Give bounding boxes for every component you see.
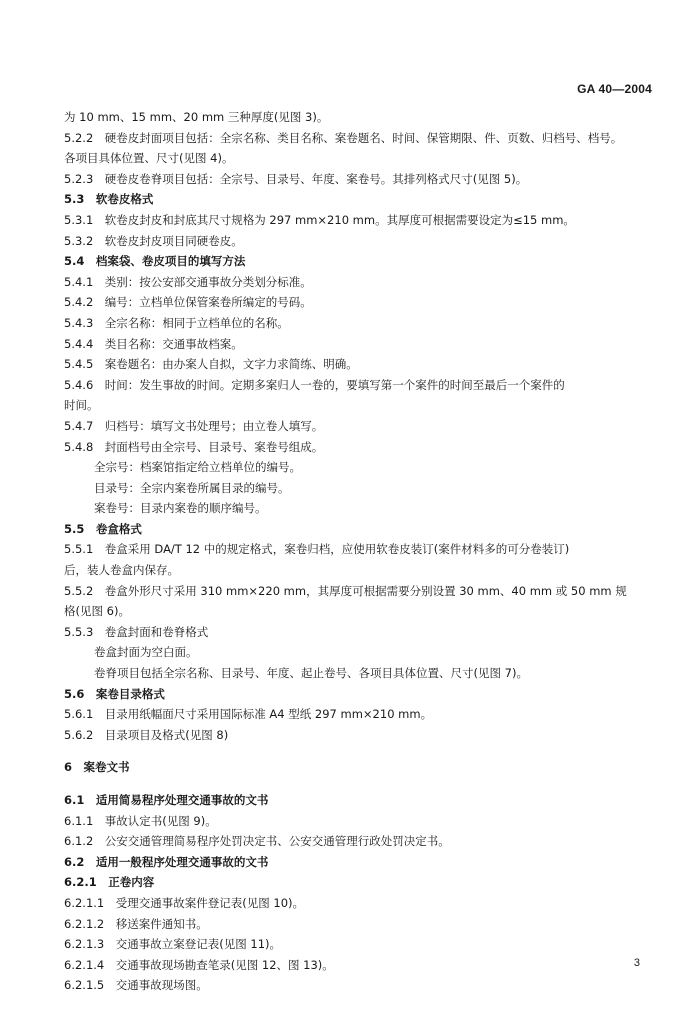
text-line: 为 10 mm、15 mm、20 mm 三种厚度(见图 3)。 (64, 110, 329, 124)
clause-6-2-1-4: 6.2.1.4 交通事故现场勘查笔录(见图 12、图 13)。 (64, 957, 334, 972)
spacer (64, 778, 654, 790)
indented-definition: 全宗号：档案馆指定给立档单位的编号。 (94, 460, 301, 475)
clause-5-2-2: 5.2.2 硬卷皮封面项目包括：全宗名称、类目名称、案卷题名、时间、保管期限、件、页数、归档号、档号。 (64, 130, 623, 145)
clause-5-5-1: 5.5.1 卷盒采用 DA/T 12 中的规定格式，案卷归档，应使用软卷皮装订(案件材料多的可分卷装订) (64, 542, 570, 557)
clause-5-4-5: 5.4.5 案卷题名：由办案人自拟，文字力求简练、明确。 (64, 357, 358, 372)
subsection-heading-6-2-1: 6.2.1 正卷内容 (64, 875, 155, 890)
clause-5-3-2: 5.3.2 软卷皮封皮项目同硬卷皮。 (64, 233, 243, 248)
chapter-heading-6: 6 案卷文书 (64, 760, 130, 775)
indented-definition: 案卷号：目录内案卷的顺序编号。 (94, 501, 267, 516)
clause-5-4-1: 5.4.1 类别：按公安部交通事故分类划分标准。 (64, 274, 312, 289)
clause-5-4-3: 5.4.3 全宗名称：相同于立档单位的名称。 (64, 315, 289, 330)
clause-5-5-3: 5.5.3 卷盒封面和卷脊格式 (64, 624, 209, 639)
clause-6-2-1-3: 6.2.1.3 交通事故立案登记表(见图 11)。 (64, 937, 281, 952)
clause-6-2-1-5: 6.2.1.5 交通事故现场图。 (64, 978, 208, 993)
section-heading-5-6: 5.6 案卷目录格式 (64, 686, 165, 701)
standard-code-header: GA 40—2004 (577, 82, 652, 96)
clause-5-4-7: 5.4.7 归档号：填写文书处理号；由立卷人填写。 (64, 418, 324, 433)
section-heading-5-4: 5.4 档案袋、卷皮项目的填写方法 (64, 254, 246, 269)
indented-paragraph: 卷盒封面为空白面。 (94, 645, 198, 660)
section-heading-6-2: 6.2 适用一般程序处理交通事故的文书 (64, 854, 269, 869)
clause-5-4-4: 5.4.4 类目名称：交通事故档案。 (64, 336, 243, 351)
document-body (64, 107, 654, 996)
indented-paragraph: 卷脊项目包括全宗名称、目录号、年度、起止卷号、各项目具体位置、尺寸(见图 7)。 (94, 666, 528, 681)
indented-definition: 目录号：全宗内案卷所属目录的编号。 (94, 480, 290, 495)
clause-5-5-2: 5.5.2 卷盒外形尺寸采用 310 mm×220 mm，其厚度可根据需要分别设置 30 mm、40 mm 或 50 mm 规 (64, 583, 627, 598)
clause-6-1-2: 6.1.2 公安交通管理简易程序处罚决定书、公安交通管理行政处罚决定书。 (64, 834, 450, 849)
text-line: 格(见图 6)。 (64, 604, 130, 619)
section-heading-5-3: 5.3 软卷皮格式 (64, 192, 154, 207)
clause-5-4-6: 5.4.6 时间：发生事故的时间。定期多案归人一卷的，要填写第一个案件的时间至最后一个案件的 (64, 377, 565, 392)
text-line: 时间。 (64, 398, 99, 413)
page-number: 3 (633, 957, 640, 969)
section-heading-5-5: 5.5 卷盒格式 (64, 521, 142, 536)
clause-5-4-8: 5.4.8 封面档号由全宗号、目录号、案卷号组成。 (64, 439, 324, 454)
clause-5-6-2: 5.6.2 目录项目及格式(见图 8) (64, 727, 229, 742)
text-line: 后，装人卷盒内保存。 (64, 563, 179, 578)
clause-5-4-2: 5.4.2 编号：立档单位保管案卷所编定的号码。 (64, 295, 312, 310)
text-line: 各项目具体位置、尺寸(见图 4)。 (64, 151, 234, 166)
section-heading-6-1: 6.1 适用简易程序处理交通事故的文书 (64, 793, 269, 807)
clause-6-2-1-1: 6.2.1.1 受理交通事故案件登记表(见图 10)。 (64, 895, 304, 910)
clause-5-3-1: 5.3.1 软卷皮封皮和封底其尺寸规格为 297 mm×210 mm。其厚度可根据需要设定为≤15 mm。 (64, 212, 575, 227)
clause-5-2-3: 5.2.3 硬卷皮卷脊项目包括：全宗号、目录号、年度、案卷号。其排列格式尺寸(见图 5)。 (64, 171, 528, 186)
clause-6-2-1-2: 6.2.1.2 移送案件通知书。 (64, 916, 208, 931)
spacer (64, 745, 654, 757)
clause-6-1-1: 6.1.1 事故认定书(见图 9)。 (64, 813, 217, 828)
clause-5-6-1: 5.6.1 目录用纸幅面尺寸采用国际标准 A4 型纸 297 mm×210 mm。 (64, 707, 433, 722)
